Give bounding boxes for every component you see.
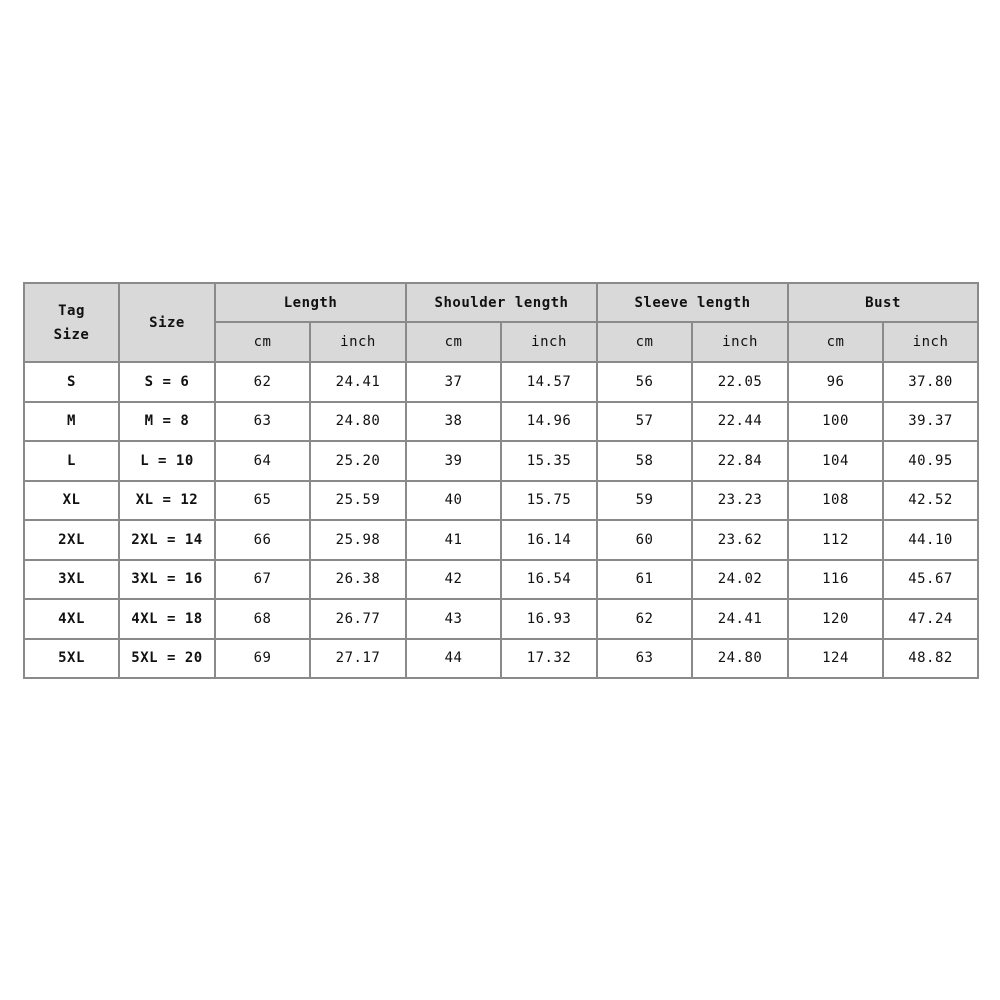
header-sleeve-length: Sleeve length (597, 283, 788, 322)
cell-shoulder-inch: 17.32 (501, 639, 597, 679)
cell-sleeve-cm: 61 (597, 560, 692, 600)
cell-sleeve-inch: 24.02 (692, 560, 788, 600)
header-shoulder-inch: inch (501, 322, 597, 362)
cell-size: L = 10 (119, 441, 215, 481)
header-sleeve-inch: inch (692, 322, 788, 362)
cell-size: M = 8 (119, 402, 215, 442)
cell-length-cm: 66 (215, 520, 310, 560)
cell-sleeve-cm: 59 (597, 481, 692, 521)
header-bust-cm: cm (788, 322, 883, 362)
cell-sleeve-cm: 56 (597, 362, 692, 402)
cell-bust-inch: 39.37 (883, 402, 978, 442)
cell-bust-inch: 48.82 (883, 639, 978, 679)
cell-sleeve-inch: 24.41 (692, 599, 788, 639)
cell-shoulder-cm: 38 (406, 402, 501, 442)
cell-shoulder-cm: 43 (406, 599, 501, 639)
cell-tag: XL (24, 481, 119, 521)
cell-shoulder-cm: 41 (406, 520, 501, 560)
cell-size: S = 6 (119, 362, 215, 402)
cell-size: XL = 12 (119, 481, 215, 521)
cell-size: 5XL = 20 (119, 639, 215, 679)
cell-tag: 4XL (24, 599, 119, 639)
cell-bust-inch: 44.10 (883, 520, 978, 560)
header-bust: Bust (788, 283, 978, 322)
cell-bust-inch: 42.52 (883, 481, 978, 521)
cell-tag: 2XL (24, 520, 119, 560)
cell-bust-cm: 108 (788, 481, 883, 521)
header-sleeve-cm: cm (597, 322, 692, 362)
cell-size: 4XL = 18 (119, 599, 215, 639)
table-row (24, 639, 978, 679)
cell-length-inch: 26.38 (310, 560, 406, 600)
cell-length-cm: 64 (215, 441, 310, 481)
header-length-inch: inch (310, 322, 406, 362)
cell-shoulder-inch: 16.14 (501, 520, 597, 560)
cell-length-cm: 68 (215, 599, 310, 639)
cell-sleeve-inch: 22.84 (692, 441, 788, 481)
cell-tag: L (24, 441, 119, 481)
header-length: Length (215, 283, 406, 322)
cell-length-inch: 26.77 (310, 599, 406, 639)
cell-shoulder-inch: 15.35 (501, 441, 597, 481)
cell-length-inch: 24.41 (310, 362, 406, 402)
cell-length-inch: 25.98 (310, 520, 406, 560)
cell-bust-cm: 96 (788, 362, 883, 402)
cell-sleeve-cm: 60 (597, 520, 692, 560)
cell-sleeve-inch: 22.05 (692, 362, 788, 402)
cell-shoulder-cm: 44 (406, 639, 501, 679)
cell-sleeve-cm: 57 (597, 402, 692, 442)
cell-sleeve-cm: 63 (597, 639, 692, 679)
cell-length-cm: 65 (215, 481, 310, 521)
table-row (24, 599, 978, 639)
cell-shoulder-inch: 14.57 (501, 362, 597, 402)
table-row (24, 362, 978, 402)
header-tag-size (24, 283, 119, 362)
table-row (24, 402, 978, 442)
header-shoulder-length: Shoulder length (406, 283, 597, 322)
cell-shoulder-cm: 37 (406, 362, 501, 402)
header-bust-inch: inch (883, 322, 978, 362)
cell-bust-inch: 37.80 (883, 362, 978, 402)
cell-length-inch: 27.17 (310, 639, 406, 679)
cell-shoulder-cm: 40 (406, 481, 501, 521)
cell-shoulder-inch: 16.54 (501, 560, 597, 600)
table-row (24, 481, 978, 521)
cell-tag: M (24, 402, 119, 442)
cell-length-inch: 25.20 (310, 441, 406, 481)
cell-sleeve-inch: 24.80 (692, 639, 788, 679)
cell-size: 2XL = 14 (119, 520, 215, 560)
table-row (24, 520, 978, 560)
cell-sleeve-inch: 23.62 (692, 520, 788, 560)
cell-tag: S (24, 362, 119, 402)
cell-bust-cm: 116 (788, 560, 883, 600)
cell-tag: 3XL (24, 560, 119, 600)
cell-bust-inch: 47.24 (883, 599, 978, 639)
cell-shoulder-inch: 14.96 (501, 402, 597, 442)
table-row (24, 560, 978, 600)
cell-length-cm: 67 (215, 560, 310, 600)
size-chart-table (23, 282, 979, 679)
cell-bust-cm: 100 (788, 402, 883, 442)
cell-bust-cm: 120 (788, 599, 883, 639)
cell-tag: 5XL (24, 639, 119, 679)
cell-shoulder-cm: 42 (406, 560, 501, 600)
cell-length-inch: 25.59 (310, 481, 406, 521)
header-row-groups (24, 283, 978, 322)
cell-length-cm: 62 (215, 362, 310, 402)
header-shoulder-cm: cm (406, 322, 501, 362)
cell-sleeve-inch: 22.44 (692, 402, 788, 442)
cell-size: 3XL = 16 (119, 560, 215, 600)
cell-sleeve-cm: 58 (597, 441, 692, 481)
header-size: Size (119, 283, 215, 362)
cell-bust-cm: 104 (788, 441, 883, 481)
header-length-cm: cm (215, 322, 310, 362)
cell-sleeve-inch: 23.23 (692, 481, 788, 521)
cell-length-cm: 63 (215, 402, 310, 442)
cell-bust-inch: 40.95 (883, 441, 978, 481)
table-row (24, 441, 978, 481)
cell-shoulder-inch: 16.93 (501, 599, 597, 639)
cell-bust-cm: 124 (788, 639, 883, 679)
cell-length-inch: 24.80 (310, 402, 406, 442)
cell-bust-inch: 45.67 (883, 560, 978, 600)
cell-bust-cm: 112 (788, 520, 883, 560)
cell-shoulder-cm: 39 (406, 441, 501, 481)
header-tag-size-line-2: Size (53, 326, 90, 343)
cell-sleeve-cm: 62 (597, 599, 692, 639)
cell-length-cm: 69 (215, 639, 310, 679)
cell-shoulder-inch: 15.75 (501, 481, 597, 521)
header-tag-size-line-1: Tag (58, 302, 85, 319)
